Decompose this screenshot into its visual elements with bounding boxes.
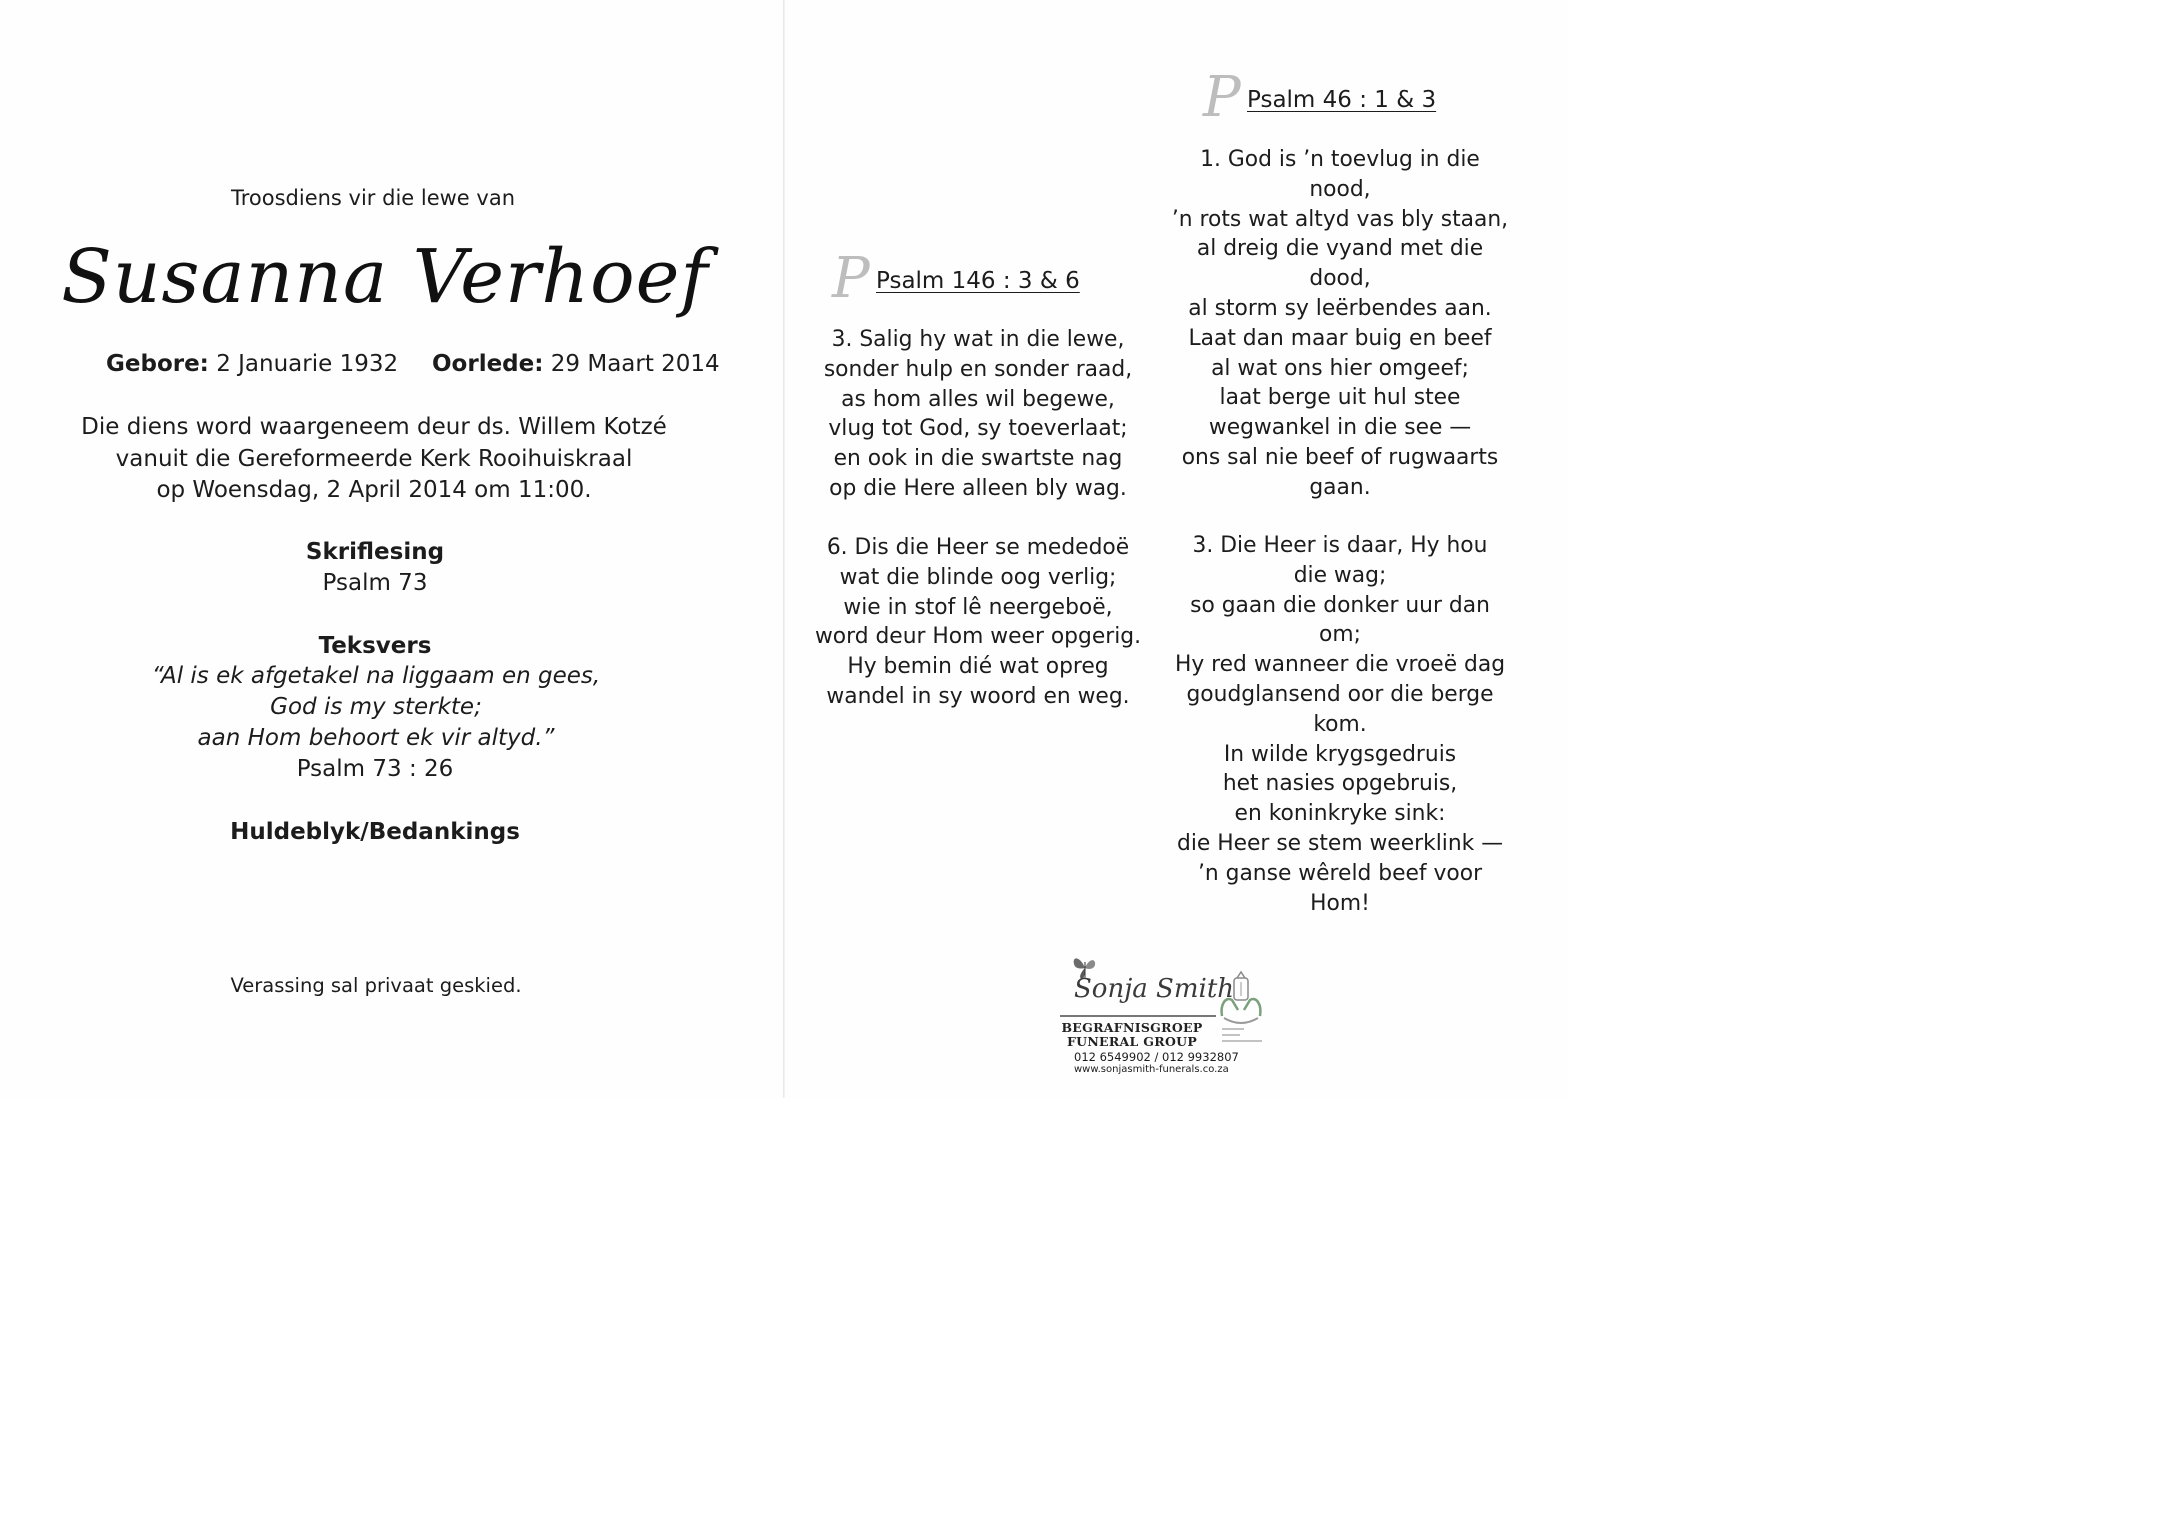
psalm-46-stanza-3 <box>1160 531 1520 918</box>
stanza-line: al wat ons hier omgeef; <box>1211 355 1469 381</box>
stanza-line: kom. <box>1313 711 1367 737</box>
verse-line: “Al is ek afgetakel na liggaam en gees, <box>151 663 601 689</box>
stanza-line: 1. God is ’n toevlug in die <box>1200 147 1480 172</box>
stanza-line: Hy red wanneer die vroeë dag <box>1174 652 1506 678</box>
verse-reference: Psalm 73 : 26 <box>296 756 454 782</box>
stanza-line: In wilde krygsgedruis <box>1223 741 1457 767</box>
stanza-line: ons sal nie beef of rugwaarts <box>1181 444 1499 470</box>
psalm-ornament: P <box>1203 65 1241 130</box>
page-fold <box>783 0 785 1098</box>
died-label: Oorlede: <box>432 351 544 377</box>
cremation-note: Verassing sal privaat geskied. <box>230 974 522 997</box>
reading-value: Psalm 73 <box>322 570 428 596</box>
logo-group-afrikaans: BEGRAFNISGROEP <box>1061 1020 1203 1035</box>
service-details <box>40 412 708 507</box>
psalm-ornament: P <box>832 246 870 311</box>
logo-group-english: FUNERAL GROUP <box>1066 1034 1198 1049</box>
life-dates <box>70 347 740 383</box>
stanza-line: al dreig die vyand met die <box>1196 236 1484 262</box>
reading-heading: Skriflesing <box>305 539 445 565</box>
deceased-name: Susanna Verhoef <box>61 234 709 320</box>
psalm-146-stanza-3 <box>800 325 1156 504</box>
stanza-line: laat berge uit hul stee <box>1219 385 1461 411</box>
stanza-line: die wag; <box>1293 562 1387 588</box>
stanza-line: 3. Die Heer is daar, Hy hou <box>1192 533 1488 558</box>
logo-divider <box>1060 1015 1216 1017</box>
stanza-line: wie in stof lê neergeboë, <box>843 594 1113 620</box>
stanza-line: goudglansend oor die berge <box>1186 681 1494 707</box>
stanza-line: die Heer se stem weerklink — <box>1176 830 1503 856</box>
stanza-line: so gaan die donker uur dan <box>1190 592 1490 618</box>
stanza-line: sonder hulp en sonder raad, <box>823 356 1133 382</box>
born-label: Gebore: <box>106 351 209 377</box>
verse-line: aan Hom behoort ek vir altyd.” <box>197 725 555 751</box>
logo-website: www.sonjasmith-funerals.co.za <box>1074 1064 1229 1075</box>
psalm-46-heading <box>1203 65 1563 130</box>
stanza-line: en ook in die swartste nag <box>833 446 1123 472</box>
psalm-146-heading <box>832 246 1192 311</box>
text-verse <box>96 661 656 754</box>
service-line: Die diens word waargeneem deur ds. Willem Kotzé <box>81 414 667 440</box>
stanza-line: om; <box>1319 622 1361 648</box>
funeral-home-logo <box>1048 946 1288 1086</box>
logo-phone-numbers: 012 6549902 / 012 9932807 <box>1074 1050 1239 1064</box>
born-date <box>106 347 398 381</box>
stanza-line: as hom alles wil begewe, <box>841 386 1115 412</box>
stanza-line: en koninkryke sink: <box>1234 801 1446 827</box>
born-value: 2 Januarie 1932 <box>216 351 399 377</box>
stanza-line: dood, <box>1309 266 1371 292</box>
text-verse-heading: Teksvers <box>318 633 432 659</box>
stanza-line: wandel in sy woord en weg. <box>826 683 1130 709</box>
service-line: vanuit die Gereformeerde Kerk Rooihuiskraal <box>115 445 633 472</box>
stanza-line: wat die blinde oog verlig; <box>839 564 1117 590</box>
psalm-46-title: Psalm 46 : 1 & 3 <box>1247 87 1437 113</box>
stanza-line: word deur Hom weer opgerig. <box>814 624 1142 650</box>
hands-icon <box>1216 970 1266 1028</box>
intro-line: Troosdiens vir die lewe van <box>230 186 516 210</box>
service-line: op Woensdag, 2 April 2014 om 11:00. <box>156 477 592 503</box>
stanza-line: vlug tot God, sy toeverlaat; <box>828 416 1128 442</box>
stanza-line: nood, <box>1309 176 1371 202</box>
stanza-line: op die Here alleen bly wag. <box>829 475 1127 501</box>
logo-script-name: Sonja Smith <box>1074 974 1235 1004</box>
psalm-46-stanza-1 <box>1160 145 1520 503</box>
stanza-line: 3. Salig hy wat in die lewe, <box>831 327 1125 352</box>
psalm-146-title: Psalm 146 : 3 & 6 <box>876 268 1080 294</box>
stanza-line: het nasies opgebruis, <box>1222 771 1458 797</box>
died-value: 29 Maart 2014 <box>550 351 720 377</box>
died-date <box>432 347 720 381</box>
stanza-line: gaan. <box>1309 474 1371 500</box>
registration-small-print <box>1218 1026 1266 1048</box>
stanza-line: ’n rots wat altyd vas bly staan, <box>1171 206 1509 232</box>
tributes-heading: Huldeblyk/Bedankings <box>230 819 520 845</box>
stanza-line: Laat dan maar buig en beef <box>1188 325 1492 351</box>
stanza-line: wegwankel in die see — <box>1208 415 1472 441</box>
stanza-line: 6. Dis die Heer se mededoë <box>826 535 1130 560</box>
psalm-146-stanza-6 <box>800 533 1156 712</box>
stanza-line: Hy bemin dié wat opreg <box>847 654 1109 680</box>
verse-line: God is my sterkte; <box>270 694 482 720</box>
stanza-line: al storm sy leërbendes aan. <box>1188 295 1492 321</box>
stanza-line: Hom! <box>1310 890 1370 916</box>
stanza-line: ’n ganse wêreld beef voor <box>1197 860 1483 886</box>
